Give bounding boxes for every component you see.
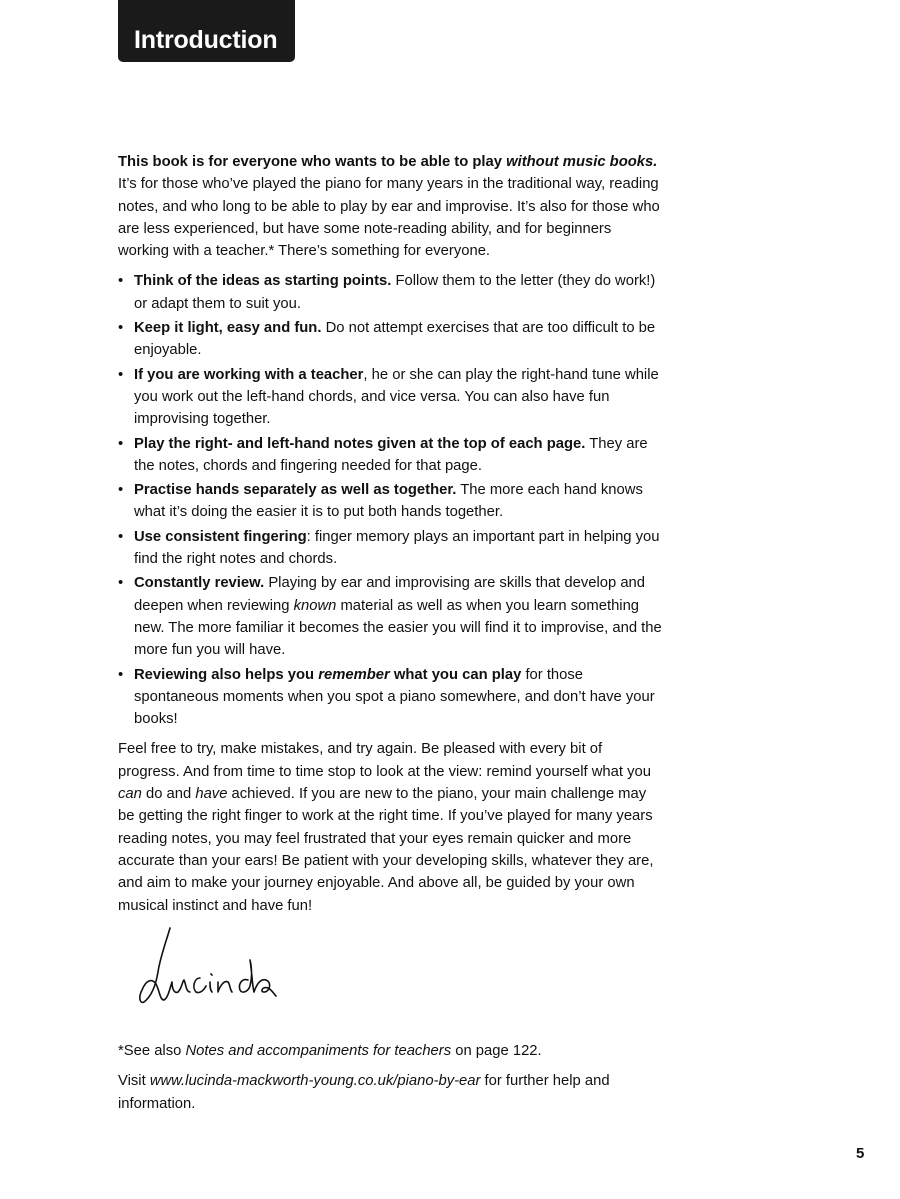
closing-paragraph [118,738,663,916]
list-item-bold: what you can play [389,666,522,683]
bullet-point: • [118,435,124,452]
list-item-text: Do not attempt exercises that are too difficult to be enjoyable. [134,320,656,359]
closing-text: do and [141,786,196,803]
signature [130,922,280,1008]
intro-bold: This book is for everyone who wants to be able to play [118,154,507,170]
bullet-point: • [118,320,124,337]
intro-rest: It’s for those who’ve played the piano for many years in the traditional way, reading notes, and who long to be able to play by ear and improvise. It’s also for those who are less experienced, but have some note-reading ability, and for beginners working with a teacher.* There’s something for everyone. [118,176,660,260]
list-item-bold-italic: remember [318,666,390,683]
list-item [118,572,663,661]
list-item [118,270,663,315]
list-item-bold: Use consistent fingering [134,528,307,545]
list-item-bold: Reviewing also helps you [134,666,319,683]
footnote-visit [118,1070,678,1115]
list-item [118,433,663,478]
visit-text: Visit [118,1073,150,1090]
website-link[interactable]: www.lucinda-mackworth-young.co.uk/piano-by-ear [149,1073,481,1090]
bullet-point: • [118,575,124,592]
list-item [118,317,663,362]
list-item [118,364,663,431]
footnote-italic: Notes and accompaniments for teachers [185,1043,452,1059]
footnote-text: *See also [118,1043,186,1059]
footnote-see-also [118,1040,678,1062]
visit-text: for further help and information. [118,1073,610,1112]
list-item-bold: Constantly review. [134,575,265,592]
tips-list [118,270,663,730]
list-item-bold: Practise hands separately as well as together. [134,482,457,499]
list-item-text: Playing by ear and improvising are skills that develop and deepen when reviewing [134,575,646,614]
bullet-point: • [118,366,124,383]
intro-bold-italic: without music books. [506,154,658,170]
list-item-bold: Think of the ideas as starting points. [134,273,392,290]
closing-italic: can [118,786,142,803]
list-item-text: : finger memory plays an important part in helping you find the right notes and chords. [134,528,660,568]
list-item-text: for those spontaneous moments when you spot a piano somewhere, and don’t have your books! [134,666,655,728]
closing-text: Feel free to try, make mistakes, and try again. Be pleased with every bit of progress. And from time to time stop to look at the view: remind yourself what you [118,741,651,780]
bullet-point: • [118,666,124,683]
closing-text: achieved. If you are new to the piano, your main challenge may be getting the right finger to work at the right time. If you’ve played for many years reading notes, you may feel frustrated that your eyes remain quicker and more accurate than your ears! Be patient with your developing skills, whatever they are, and aim to make your journey enjoyable. And above all, be guided by your own musical instinct and have fun! [118,786,654,914]
list-item-text: Follow them to the letter (they do work!) or adapt them to suit you. [134,273,656,312]
list-item-bold: Play the right- and left-hand notes given at the top of each page. [134,435,586,452]
page-number: 5 [856,1145,865,1162]
intro-paragraph [118,151,663,262]
list-item-text: The more each hand knows what it’s doing the easier it is to put both hands together. [134,482,643,521]
footnotes [118,1040,678,1123]
list-item-bold: If you are working with a teacher [134,366,364,383]
list-item-bold: Keep it light, easy and fun. [134,320,322,337]
footnote-text: on page 122. [451,1043,542,1059]
list-item-text: They are the notes, chords and fingering needed for that page. [134,435,648,474]
bullet-point: • [118,482,124,499]
list-item-italic: known [293,597,337,614]
bullet-point: • [118,528,124,545]
list-item-text: , he or she can play the right-hand tune while you work out the left-hand chords, and vice versa. You can also have fun improvising together. [134,366,659,428]
list-item-text: material as well as when you learn something new. The more familiar it becomes the easier you will find it to improvise, and the more fun you will have. [134,597,662,659]
list-item [118,526,663,571]
list-item [118,479,663,524]
list-item [118,664,663,731]
bullet-point: • [118,273,124,290]
chapter-title: Introduction [118,0,295,62]
closing-italic: have [195,786,228,803]
main-text [118,151,663,925]
